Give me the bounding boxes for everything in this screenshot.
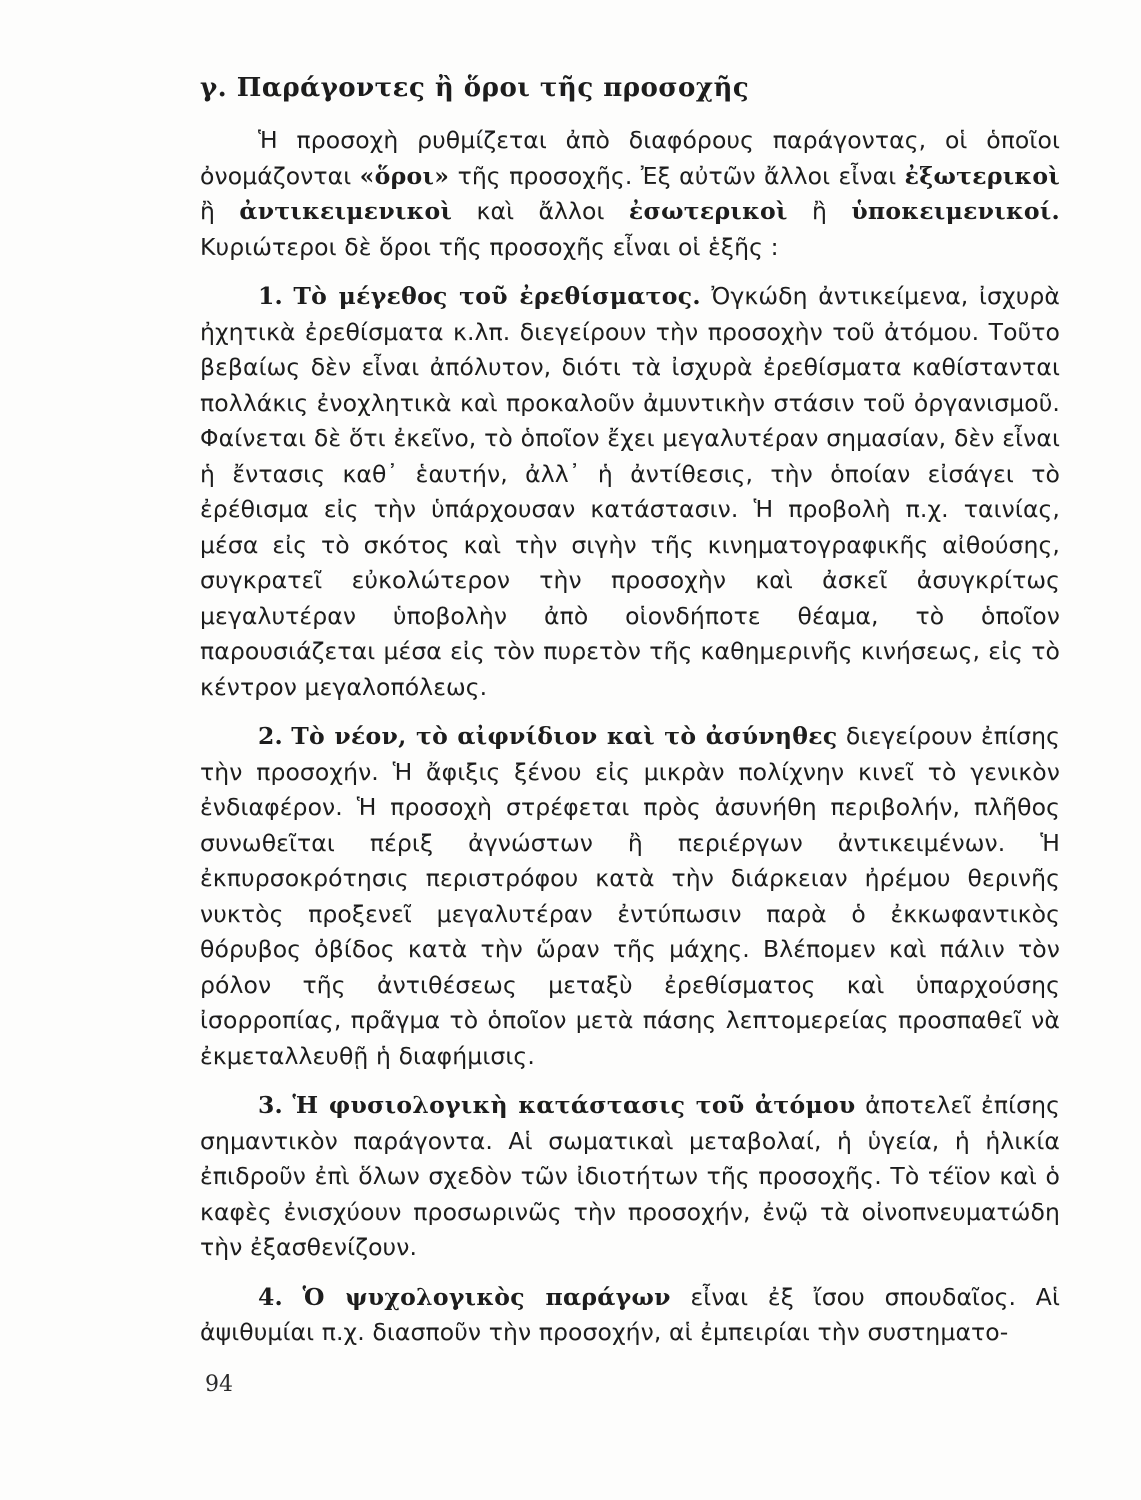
- intro-term-subjective: ὑποκειμενικοί.: [851, 197, 1060, 225]
- intro-term-objective: ἀντικειμενικοὶ: [239, 197, 453, 225]
- intro-text-5: ἢ: [787, 197, 852, 225]
- factor-paragraph-3: [200, 1088, 1060, 1266]
- intro-text-1: Ἡ προσοχὴ ρυθμίζεται ἀπὸ διαφόρους παράγοντας, οἱ ὁποῖοι ὀνομάζονται: [200, 126, 1060, 190]
- factor-paragraph-4: [200, 1280, 1060, 1351]
- factor-title: Τὸ μέγεθος τοῦ ἐρεθίσματος.: [293, 282, 701, 310]
- factor-title: Ὁ ψυχολογικὸς παράγων: [302, 1282, 671, 1311]
- page-body: [200, 70, 1060, 1365]
- section-heading: γ. Παράγοντες ἢ ὅροι τῆς προσοχῆς: [200, 73, 750, 103]
- intro-paragraph: [200, 123, 1060, 265]
- factor-text: διεγείρουν ἐπίσης τὴν προσοχήν. Ἡ ἄφιξις ξένου εἰς μικρὰν πολίχνην κινεῖ τὸ γενικὸν ἐνδιαφέρον. Ἡ προσοχὴ στρέφεται πρὸς ἀσυνήθη περιβολήν, πλῆθος συνωθεῖται πέριξ ἀγνώστων ἢ περιέργων ἀντικειμένων. Ἡ ἐκπυρσοκρότησις περιστρόφου κατὰ τὴν διάρκειαν ἠρέμου θερινῆς νυκτὸς προξενεῖ μεγαλυτέραν ἐντύπωσιν παρὰ ὁ ἐκκωφαντικὸς θόρυβος ὀβίδος κατὰ τὴν ὥραν τῆς μάχης. Βλέπομεν καὶ πάλιν τὸν ρόλον τῆς ἀντιθέσεως μεταξὺ ἐρεθίσματος καὶ ὑπαρχούσης ἰσορροπίας, πρᾶγμα τὸ ὁποῖον μετὰ πάσης λεπτομερείας προσπαθεῖ νὰ ἐκμεταλλευθῇ ἡ διαφήμισις.: [200, 722, 1060, 1070]
- intro-text-3: ἢ: [200, 197, 240, 225]
- factor-number: 2.: [258, 722, 283, 750]
- intro-term-horoi: «ὅροι»: [359, 161, 450, 190]
- factor-number: 3.: [258, 1091, 283, 1119]
- intro-text-6: Κυριώτεροι δὲ ὅροι τῆς προσοχῆς εἶναι οἱ ἑξῆς :: [200, 232, 779, 261]
- factor-text: ἀποτελεῖ ἐπίσης σημαντικὸν παράγοντα. Αἱ σωματικαὶ μεταβολαί, ἡ ὑγεία, ἡ ἡλικία ἐπιδροῦν ἐπὶ ὅλων σχεδὸν τῶν ἰδιοτήτων τῆς προσοχῆς. Τὸ τέϊον καὶ ὁ καφὲς ἐνισχύουν προσωρινῶς τὴν προσοχήν, ἐνῷ τὰ οἰνοπνευματώδη τὴν ἐξασθενίζουν.: [200, 1091, 1060, 1261]
- factor-paragraph-2: [200, 719, 1060, 1074]
- factor-number: 4.: [258, 1282, 283, 1311]
- page-number: 94: [205, 1372, 233, 1397]
- factor-title: Τὸ νέον, τὸ αἰφνίδιον καὶ τὸ ἀσύνηθες: [291, 722, 838, 750]
- intro-text-2: τῆς προσοχῆς. Ἐξ αὐτῶν ἄλλοι εἶναι: [449, 161, 905, 190]
- factor-number: 1.: [258, 282, 283, 310]
- factor-text: εἶναι ἐξ ἴσου σπουδαῖος. Αἱ ἀψιθυμίαι π.χ. διασποῦν τὴν προσοχήν, αἱ ἐμπειρίαι τὴν συστηματο-: [200, 1282, 1060, 1346]
- intro-term-internal: ἐσωτερικοὶ: [628, 197, 788, 225]
- factor-text: Ὀγκώδη ἀντικείμενα, ἰσχυρὰ ἠχητικὰ ἐρεθίσματα κ.λπ. διεγείρουν τὴν προσοχὴν τοῦ ἀτόμου. Τοῦτο βεβαίως δὲν εἶναι ἀπόλυτον, διότι τὰ ἰσχυρὰ ἐρεθίσματα καθίστανται πολλάκις ἐνοχλητικὰ καὶ προκαλοῦν ἀμυντικὴν στάσιν τοῦ ὀργανισμοῦ. Φαίνεται δὲ ὅτι ἐκεῖνο, τὸ ὁποῖον ἔχει μεγαλυτέραν σημασίαν, δὲν εἶναι ἡ ἔντασις καθ᾽ ἑαυτήν, ἀλλ᾽ ἡ ἀντίθεσις, τὴν ὁποίαν εἰσάγει τὸ ἐρέθισμα εἰς τὴν ὑπάρχουσαν κατάστασιν. Ἡ προβολὴ π.χ. ταινίας, μέσα εἰς τὸ σκότος καὶ τὴν σιγὴν τῆς κινηματογραφικῆς αἰθούσης, συγκρατεῖ εὐκολώτερον τὴν προσοχὴν καὶ ἀσκεῖ ἀσυγκρίτως μεγαλυτέραν ὑποβολὴν ἀπὸ οἱονδήποτε θέαμα, τὸ ὁποῖον παρουσιάζεται μέσα εἰς τὸν πυρετὸν τῆς καθημερινῆς κινήσεως, εἰς τὸ κέντρον μεγαλοπόλεως.: [200, 282, 1061, 701]
- intro-term-external: ἐξωτερικοὶ: [904, 161, 1060, 190]
- factor-paragraph-1: [200, 279, 1060, 705]
- intro-text-4: καὶ ἄλλοι: [452, 197, 629, 225]
- factor-title: Ἡ φυσιολογικὴ κατάστασις τοῦ ἀτόμου: [292, 1091, 856, 1119]
